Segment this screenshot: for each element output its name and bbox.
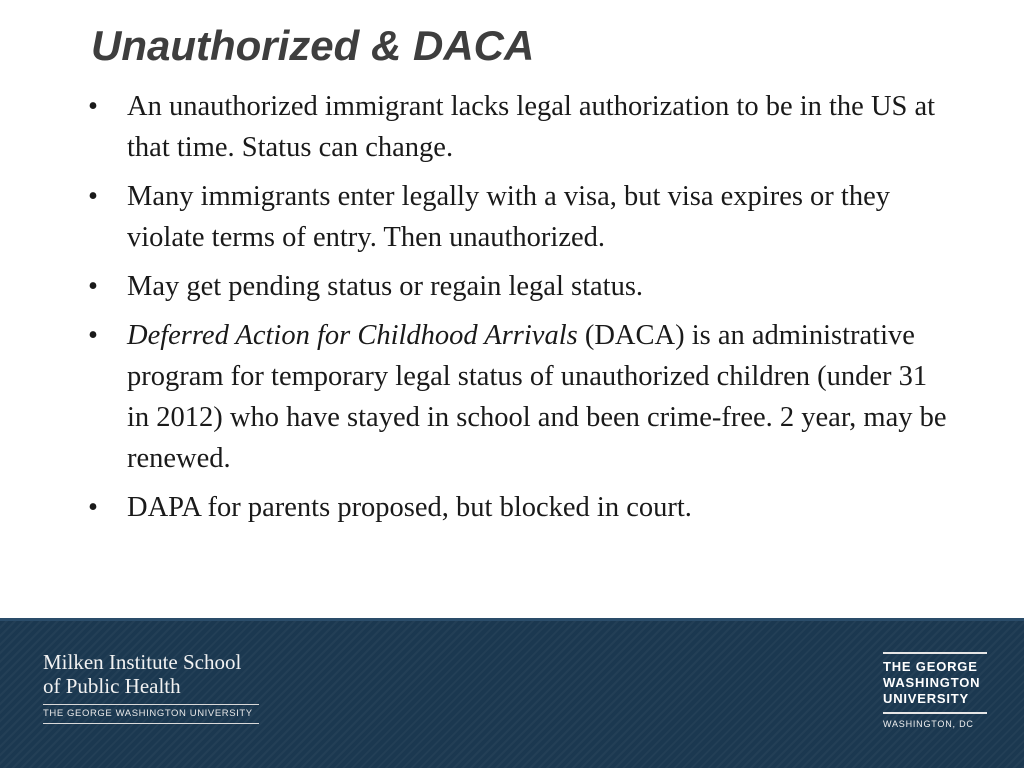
gwu-wordmark (883, 659, 987, 707)
bullet-item (88, 315, 948, 479)
milken-rule-top (43, 704, 259, 705)
milken-subtitle: THE GEORGE WASHINGTON UNIVERSITY (43, 708, 253, 719)
bullet-text: An unauthorized immigrant lacks legal authorization to be in the US at that time. Status can change. (127, 91, 936, 163)
bullet-text: (DACA) is an administrative program for temporary legal status of unauthorized children (under 31 in 2012) who have stayed in school and been crime-free. 2 year, may be renewed. (127, 320, 947, 474)
milken-rule-bottom (43, 723, 259, 724)
milken-name-line2: of Public Health (43, 674, 181, 698)
bullet-text: DAPA for parents proposed, but blocked in court. (127, 492, 692, 523)
footer-divider (0, 618, 1024, 621)
footer-banner (0, 618, 1024, 768)
bullet-list (88, 86, 948, 536)
bullet-text: May get pending status or regain legal status. (127, 271, 644, 302)
bullet-item (88, 266, 948, 307)
gwu-rule-bottom (883, 712, 987, 714)
milken-logo (43, 650, 259, 724)
gwu-rule-top (883, 652, 987, 654)
bullet-text: Many immigrants enter legally with a visa, but visa expires or they violate terms of entry. Then unauthorized. (127, 181, 890, 253)
bullet-italic-term: Deferred Action for Childhood Arrivals (127, 320, 578, 351)
gwu-line1: THE GEORGE (883, 659, 978, 674)
bullet-item (88, 487, 948, 528)
gwu-line2: WASHINGTON (883, 675, 981, 690)
bullet-item (88, 86, 948, 168)
gwu-logo (883, 652, 987, 729)
slide-title: Unauthorized & DACA (91, 22, 535, 69)
gwu-location: WASHINGTON, DC (883, 719, 974, 729)
gwu-line3: UNIVERSITY (883, 691, 970, 706)
bullet-item (88, 176, 948, 258)
milken-name-line1: Milken Institute School (43, 650, 242, 674)
